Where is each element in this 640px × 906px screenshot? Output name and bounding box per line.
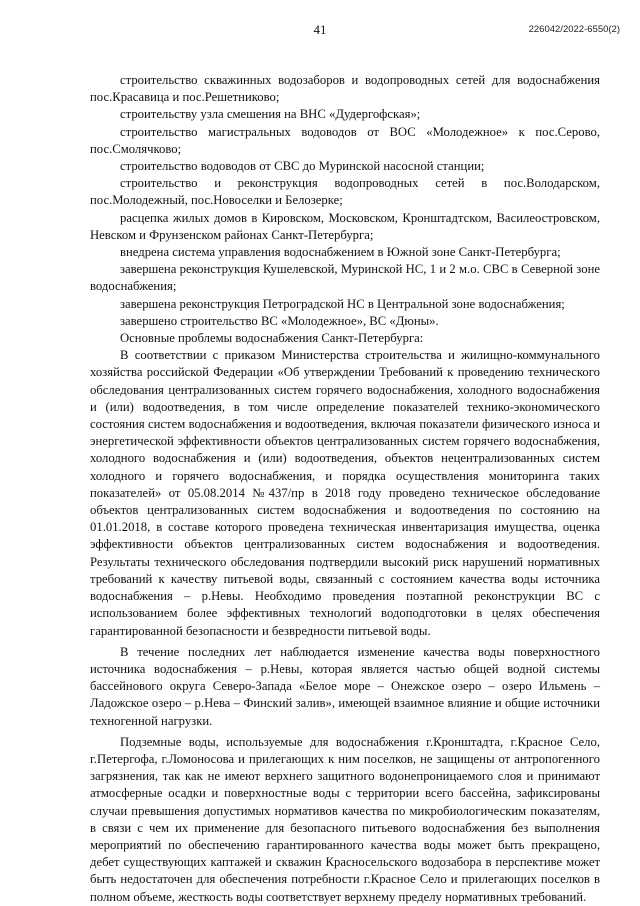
paragraph-surface-water: В течение последних лет наблюдается изменение качества воды поверхностного источника водоснабжения – р.Невы, которая является частью общей водной системы бассейнового округа Северо-Запада «Белое море – Онежское озеро – озеро Ильмень – Ладожское озеро – р.Нева – Финский залив», имеющей взаимное влияние и общие источники техногенной нагрузки. bbox=[90, 644, 600, 728]
section-heading: Основные проблемы водоснабжения Санкт-Петербурга: bbox=[120, 331, 424, 346]
list-item: завершена реконструкция Петроградской НС в Центральной зоне водоснабжения; bbox=[120, 296, 565, 311]
list-item: строительству узла смешения на ВНС «Дудергофская»; bbox=[120, 107, 421, 122]
list-item: расцепка жилых домов в Кировском, Московском, Кронштадтском, Василеостровском, Невском и Фрунзенском районах Санкт-Петербурга; bbox=[90, 210, 600, 242]
list-item: строительство и реконструкция водопроводных сетей в пос.Володарском, пос.Молодежный, пос.Новоселки и Белозерке; bbox=[90, 176, 600, 208]
list-item: строительство магистральных водоводов от ВОС «Молодежное» к пос.Серово, пос.Смолячково; bbox=[90, 124, 600, 156]
page-number: 41 bbox=[313, 22, 327, 37]
list-item: завершена реконструкция Кушелевской, Муринской НС, 1 и 2 м.о. СВС в Северной зоне водоснабжения; bbox=[90, 262, 600, 294]
list-item: внедрена система управления водоснабжением в Южной зоне Санкт-Петербурга; bbox=[120, 245, 561, 260]
list-item: завершено строительство ВС «Молодежное», ВС «Дюны». bbox=[120, 313, 439, 328]
paragraph-groundwater: Подземные воды, используемые для водоснабжения г.Кронштадта, г.Красное Село, г.Петергофа, г.Ломоносова и прилегающих к ним поселков, не защищены от антропогенного загрязнения, так как не имеют верхнего защитного водонепроницаемого слоя и принимают атмосферные осадки и поверхностные воды с территории всего бассейна, зафиксированы случаи превышения допустимых нормативов качества по микробиологическим показателям, в связи с чем их применение для безопасного питьевого водоснабжения без выполнения мероприятий по обеспечению гарантированного качества воды может быть прекращено, дебет существующих каптажей и скважин Красносельского водозабора в перспективе может быть недостаточен для обеспечения потребности г.Красное Село и прилегающих поселков в полном объеме, жесткость воды соответствует верхнему пределу нормативных требований. bbox=[90, 734, 600, 904]
document-body bbox=[90, 72, 600, 906]
document-id: 226042/2022-6550(2) bbox=[528, 24, 620, 35]
list-item: строительство скважинных водозаборов и водопроводных сетей для водоснабжения пос.Красавица и пос.Решетниково; bbox=[90, 73, 600, 105]
paragraph-technical-survey: В соответствии с приказом Министерства строительства и жилищно-коммунального хозяйства российской Федерации «Об утверждении Требований к проведению технического обследования централизованных систем горячего водоснабжения, холодного водоснабжения и (или) водоотведения, в том числе определение показателей технико-экономического состояния систем водоснабжения и водоотведения, включая показатели физического износа и энергетической эффективности объектов централизованных систем горячего водоснабжения, холодного водоснабжения и (или) водоотведения, объектов нецентрализованных систем холодного и горячего водоснабжения, и порядка осуществления мониторинга таких показателей» от 05.08.2014 №437/пр в 2018 году проведено техническое обследование объектов централизованных систем водоснабжения и водоотведения по состоянию на 01.01.2018, в составе которого проведена техническая инвентаризация имущества, оценка эффективности объектов централизованных систем водоснабжения и водоотведения. Результаты технического обследования подтвердили высокий риск нарушений нормативных требований к качеству питьевой воды, связанный с состоянием качества воды источника водоснабжения – р.Невы. Необходимо проведения поэтапной реконструкции ВС с использованием более эффективных технологий водоподготовки в целях обеспечения гарантированной безопасности и безвредности питьевой воды. bbox=[90, 348, 600, 638]
list-item: строительство водоводов от СВС до Муринской насосной станции; bbox=[120, 159, 485, 174]
